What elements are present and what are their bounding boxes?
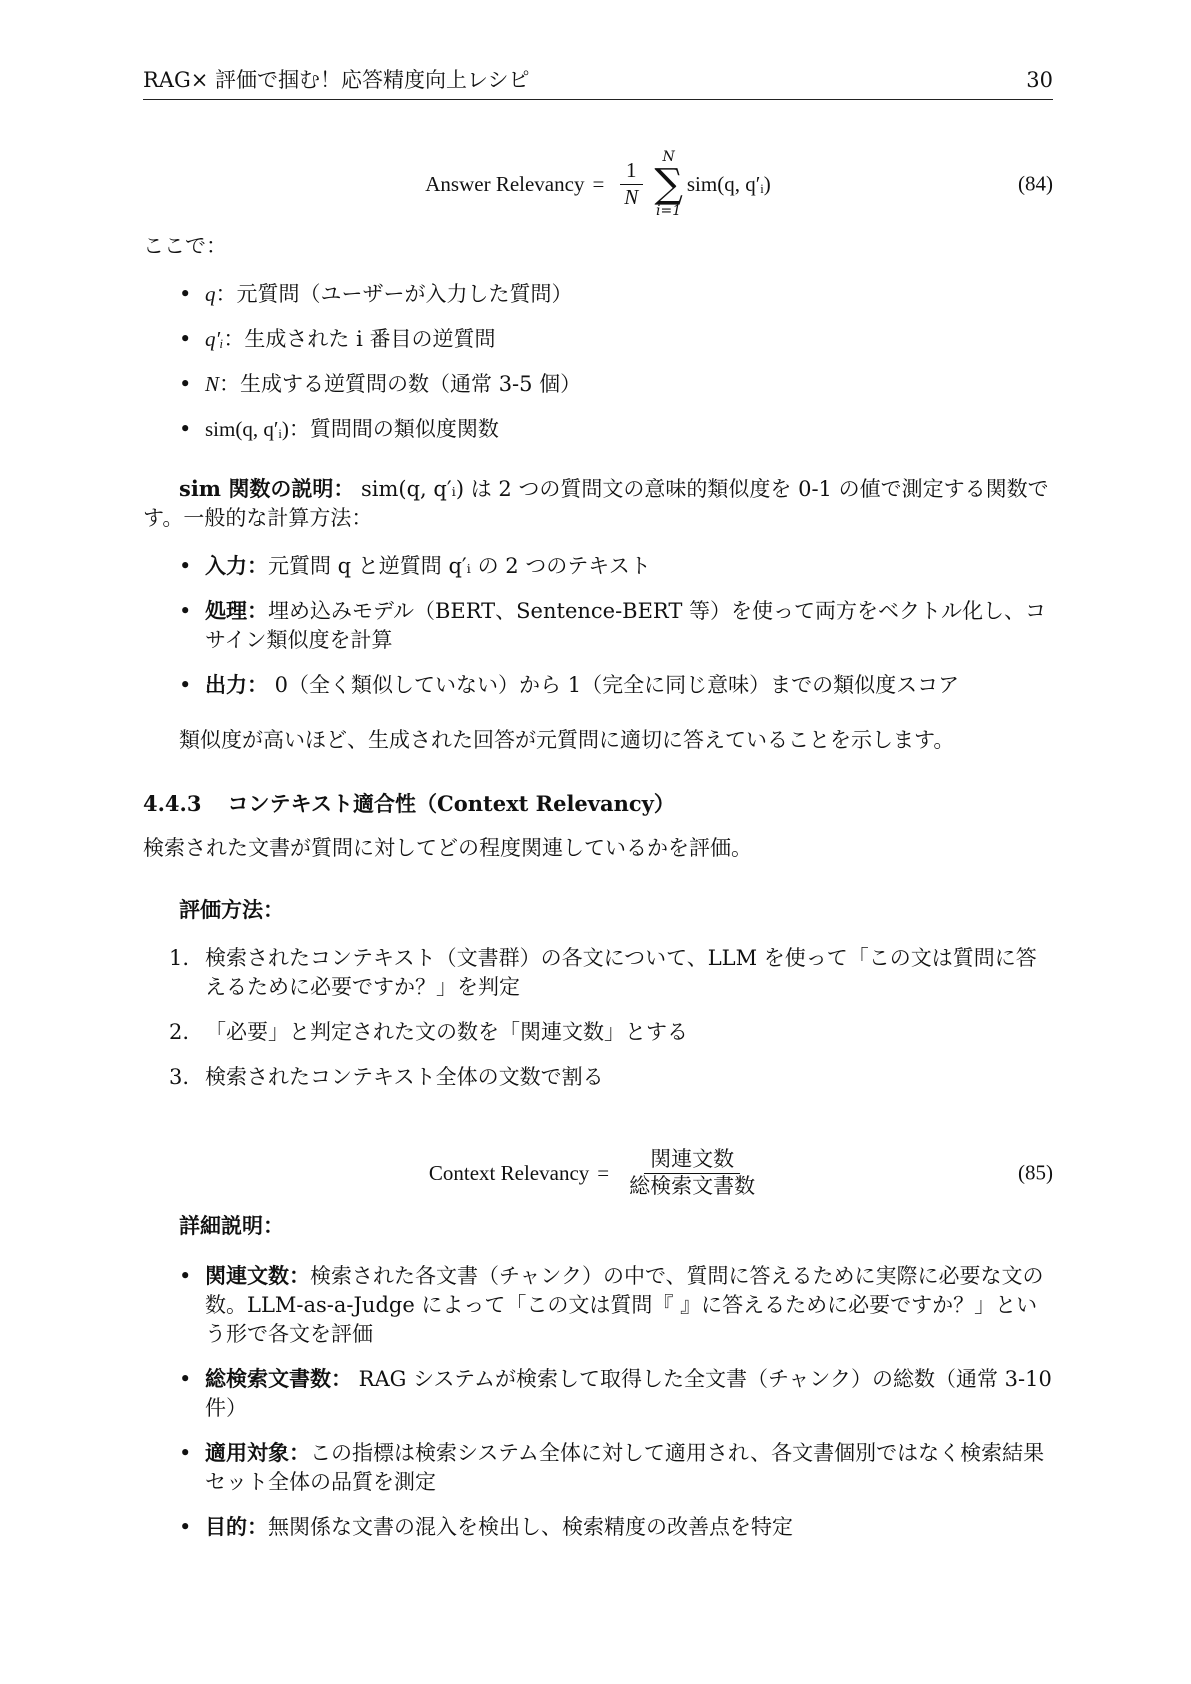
- eq84-sum-top: N: [662, 149, 675, 165]
- section-heading: [143, 790, 1053, 819]
- eq84-sum-bottom: i=1: [656, 203, 682, 219]
- details-list: [143, 1262, 1053, 1558]
- eq85-fraction: [623, 1147, 761, 1198]
- list-item: • sim(q, q′ᵢ)：質問間の類似度関数: [143, 415, 1053, 444]
- method-steps-list: [143, 944, 1053, 1108]
- sim-explanation: sim 関数の説明： sim(q, q′ᵢ) は 2 つの質問文の意味的類似度を 0-1 の値で測定する関数です。一般的な計算方法：: [143, 476, 1049, 530]
- equation-85: [143, 1138, 1053, 1208]
- equation-84: [143, 148, 1053, 220]
- list-item: 3. 検索されたコンテキスト全体の文数で割る: [169, 1064, 604, 1089]
- list-item: • 総検索文書数： RAG システムが検索して取得した全文書（チャンク）の総数（通常 3-10 件）: [143, 1365, 1053, 1423]
- header-title: RAG× 評価で掴む！応答精度向上レシピ: [143, 68, 530, 92]
- eq84-numerator: 1: [620, 158, 643, 184]
- variable-list: [143, 280, 1053, 460]
- list-item: • 出力： 0（全く類似していない）から 1（完全に同じ意味）までの類似度スコア: [143, 671, 1053, 700]
- where-label: ここで：: [143, 234, 227, 258]
- eq85-numerator: 関連文数: [644, 1147, 740, 1173]
- eq85-equals: =: [597, 1160, 610, 1185]
- eq85-number: (85): [1018, 1160, 1053, 1185]
- list-item: • q：元質問（ユーザーが入力した質問）: [143, 280, 1053, 309]
- summary-paragraph: 類似度が高いほど、生成された回答が元質問に適切に答えていることを示します。: [179, 728, 955, 752]
- eq84-lhs: Answer Relevancy: [425, 171, 585, 196]
- eq85-lhs: Context Relevancy: [428, 1160, 590, 1185]
- list-item: • 関連文数：検索された各文書（チャンク）の中で、質問に答えるために実際に必要な文の数。LLM-as-a-Judge によって「この文は質問『 』に答えるために必要ですか？」という形で各文を評価: [143, 1262, 1053, 1349]
- eq84-sum: [654, 150, 683, 218]
- section-title: コンテキスト適合性（Context Relevancy）: [227, 791, 675, 816]
- list-item: • 処理：埋め込みモデル（BERT、Sentence-BERT 等）を使って両方をベクトル化し、コサイン類似度を計算: [143, 597, 1053, 655]
- list-item: • 適用対象：この指標は検索システム全体に対して適用され、各文書個別ではなく検索結果セット全体の品質を測定: [143, 1439, 1053, 1497]
- list-item: 2. 「必要」と判定された文の数を「関連文数」とする: [169, 1019, 688, 1044]
- eq84-equals: =: [592, 171, 605, 196]
- eq85-denominator: 総検索文書数: [629, 1173, 756, 1198]
- eq84-number: (84): [1018, 171, 1053, 196]
- section-number: 4.4.3: [143, 791, 202, 816]
- calc-steps-list: [143, 552, 1053, 716]
- method-label: 評価方法：: [179, 897, 284, 922]
- eq84-fraction: [618, 158, 644, 209]
- running-header: [143, 66, 1053, 100]
- eq84-denominator: N: [624, 184, 639, 209]
- list-item: • 目的：無関係な文書の混入を検出し、検索精度の改善点を特定: [143, 1513, 1053, 1542]
- list-item: • 入力：元質問 q と逆質問 q′ᵢ の 2 つのテキスト: [143, 552, 1053, 581]
- eq84-body: sim(q, q′ᵢ): [686, 171, 771, 196]
- sigma-icon: ∑: [654, 161, 683, 207]
- list-item: 1. 検索されたコンテキスト（文書群）の各文について、LLM を使って「この文は質問に答えるために必要ですか？」を判定: [169, 946, 1037, 999]
- section-intro: 検索された文書が質問に対してどの程度関連しているかを評価。: [143, 836, 752, 860]
- list-item: • N：生成する逆質問の数（通常 3-5 個）: [143, 370, 1053, 399]
- list-item: • q′ᵢ：生成された i 番目の逆質問: [143, 325, 1053, 354]
- page-number: 30: [1026, 68, 1053, 92]
- detail-label: 詳細説明：: [179, 1213, 284, 1238]
